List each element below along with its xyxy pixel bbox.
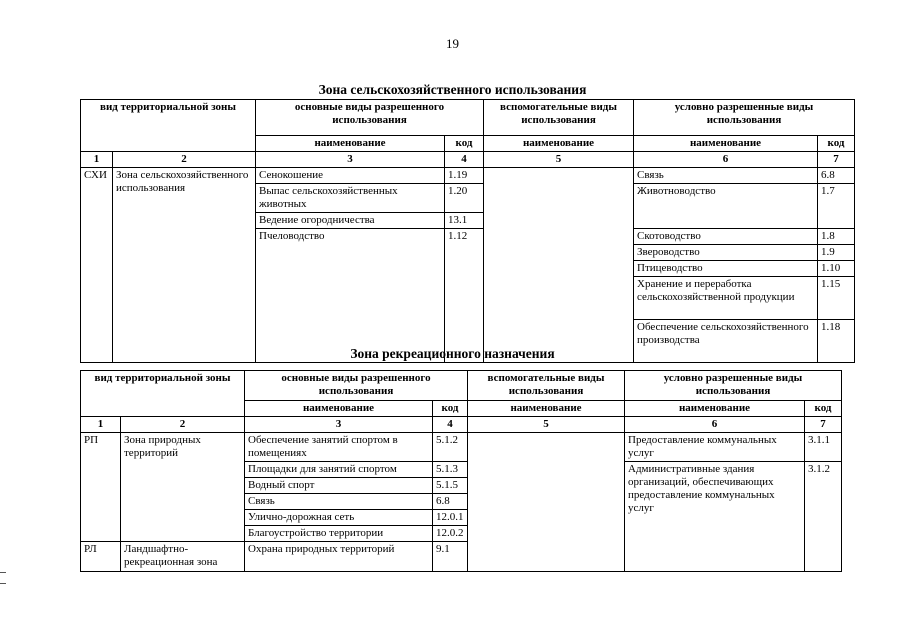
header-zone-type: вид территориальной зоны (81, 371, 245, 417)
header-zone-type: вид территориальной зоны (81, 100, 256, 152)
main-use-code: 1.19 (445, 168, 484, 184)
zone-code: СХИ (81, 168, 113, 363)
main-use-code: 6.8 (433, 494, 468, 510)
main-use-name: Связь (245, 494, 433, 510)
header-cond-name: наименование (634, 136, 818, 152)
cond-use-code: 6.8 (818, 168, 855, 184)
cond-use-name: Птицеводство (634, 261, 818, 277)
agri-zone-title: Зона сельскохозяйственного использования (318, 82, 587, 97)
header-main-uses: основные виды разрешенного использования (245, 371, 468, 401)
main-use-name: Обеспечение занятий спортом в помещениях (245, 433, 433, 462)
col-num-1: 1 (81, 417, 121, 433)
header-aux-uses: вспомогательные виды использования (468, 371, 625, 401)
cond-use-code: 3.1.1 (805, 433, 842, 462)
main-use-code: 13.1 (445, 213, 484, 229)
main-use-code: 12.0.2 (433, 526, 468, 542)
col-num-3: 3 (256, 152, 445, 168)
header-aux-name: наименование (468, 401, 625, 417)
main-use-name: Охрана природных территорий (245, 542, 433, 572)
header-cond-code: код (805, 401, 842, 417)
main-use-code: 5.1.5 (433, 478, 468, 494)
main-use-name: Ведение огородничества (256, 213, 445, 229)
cond-use-name: Обеспечение сельскохозяйственного производства (634, 320, 818, 363)
margin-mark (0, 583, 6, 584)
cond-use-name: Связь (634, 168, 818, 184)
header-aux-uses: вспомогательные виды использования (484, 100, 634, 136)
col-num-2: 2 (121, 417, 245, 433)
main-use-name: Выпас сельскохозяйственных животных (256, 184, 445, 213)
main-use-code: 9.1 (433, 542, 468, 572)
cond-use-name: Скотоводство (634, 229, 818, 245)
cond-use-name: Животноводство (634, 184, 818, 229)
aux-uses-empty (468, 433, 625, 572)
header-main-name: наименование (256, 136, 445, 152)
zone-name: Ландшафтно-рекреационная зона (121, 542, 245, 572)
main-use-code: 5.1.3 (433, 462, 468, 478)
zone-name: Зона природных территорий (121, 433, 245, 542)
main-use-code: 1.20 (445, 184, 484, 213)
header-cond-uses: условно разрешенные виды использования (625, 371, 842, 401)
header-main-code: код (445, 136, 484, 152)
col-num-2: 2 (113, 152, 256, 168)
cond-use-code: 3.1.2 (805, 462, 842, 572)
recr-zone-table (80, 370, 842, 572)
header-cond-uses: условно разрешенные виды использования (634, 100, 855, 136)
main-use-code: 1.12 (445, 229, 484, 363)
aux-uses-empty (484, 168, 634, 363)
zone-code: РП (81, 433, 121, 542)
col-num-1: 1 (81, 152, 113, 168)
cond-use-name: Административные здания организаций, обеспечивающих предоставление коммунальных услуг (625, 462, 805, 572)
col-num-4: 4 (433, 417, 468, 433)
page-number: 19 (446, 36, 459, 51)
col-num-7: 7 (818, 152, 855, 168)
main-use-name: Водный спорт (245, 478, 433, 494)
main-use-name: Пчеловодство (256, 229, 445, 363)
zone-code: РЛ (81, 542, 121, 572)
zone-name: Зона сельскохозяйственного использования (113, 168, 256, 363)
margin-mark (0, 572, 6, 573)
cond-use-code: 1.8 (818, 229, 855, 245)
main-use-name: Улично-дорожная сеть (245, 510, 433, 526)
header-main-uses: основные виды разрешенного использования (256, 100, 484, 136)
header-aux-name: наименование (484, 136, 634, 152)
main-use-name: Сенокошение (256, 168, 445, 184)
cond-use-code: 1.7 (818, 184, 855, 229)
cond-use-name: Звероводство (634, 245, 818, 261)
cond-use-name: Хранение и переработка сельскохозяйственной продукции (634, 277, 818, 320)
header-main-name: наименование (245, 401, 433, 417)
main-use-name: Благоустройство территории (245, 526, 433, 542)
cond-use-code: 1.15 (818, 277, 855, 320)
cond-use-code: 1.18 (818, 320, 855, 363)
header-cond-name: наименование (625, 401, 805, 417)
header-main-code: код (433, 401, 468, 417)
col-num-7: 7 (805, 417, 842, 433)
col-num-3: 3 (245, 417, 433, 433)
cond-use-code: 1.9 (818, 245, 855, 261)
col-num-6: 6 (625, 417, 805, 433)
recr-zone-title: Зона рекреационного назначения (350, 346, 555, 361)
main-use-name: Площадки для занятий спортом (245, 462, 433, 478)
main-use-code: 12.0.1 (433, 510, 468, 526)
col-num-5: 5 (468, 417, 625, 433)
col-num-5: 5 (484, 152, 634, 168)
col-num-4: 4 (445, 152, 484, 168)
col-num-6: 6 (634, 152, 818, 168)
cond-use-code: 1.10 (818, 261, 855, 277)
main-use-code: 5.1.2 (433, 433, 468, 462)
header-cond-code: код (818, 136, 855, 152)
agri-zone-table (80, 99, 855, 363)
cond-use-name: Предоставление коммунальных услуг (625, 433, 805, 462)
